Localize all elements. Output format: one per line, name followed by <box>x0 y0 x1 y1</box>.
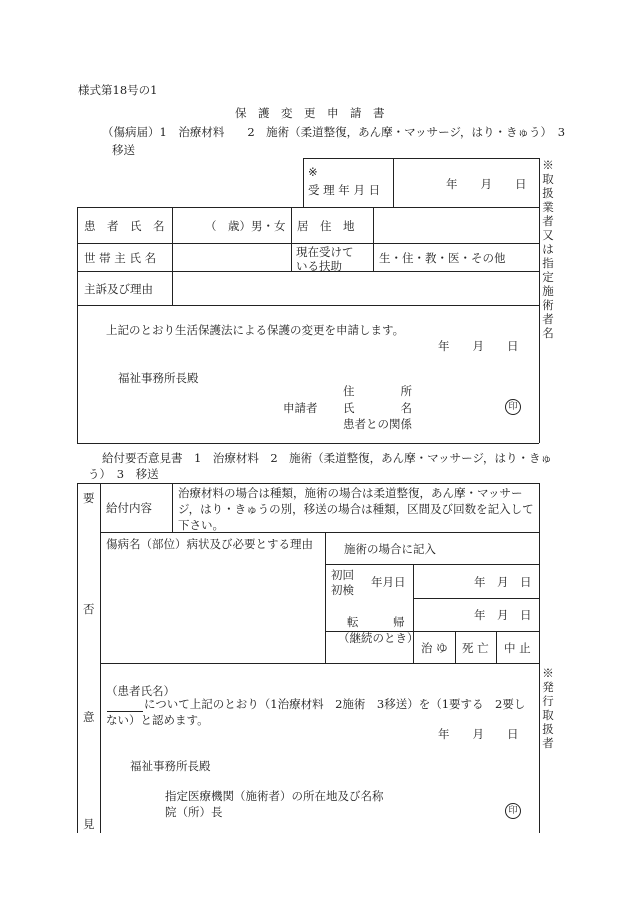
opinion-side-label-2: 否 <box>83 602 95 616</box>
outcome-cured: 治 ゆ <box>421 641 448 655</box>
applicant-name: 氏 名 <box>343 401 412 415</box>
opinion-title-line: 給付要否意見書 1 治療材料 2 施術（柔道整復，あん摩・マッサージ，はり・きゅ <box>102 451 553 465</box>
outcome-died: 死 亡 <box>462 641 489 655</box>
applicant-label: 申請者 <box>283 401 318 415</box>
opinion-side-label-3: 意 <box>83 710 95 724</box>
patient-name-prompt: （患者氏名） <box>106 684 175 698</box>
opinion-title-line-2: う） 3 移送 <box>88 467 159 481</box>
side-note-issuer: ※発行取扱者 <box>542 666 554 750</box>
applicant-seal: 印 <box>505 399 521 415</box>
reception-date-field: 年 月 日 <box>446 177 527 191</box>
patient-age-sex: （ 歳）男・女 <box>205 219 286 233</box>
director-seal: 印 <box>505 803 521 819</box>
reception-date-label: 受 理 年 月 日 <box>308 183 381 197</box>
decision-statement: について上記のとおり（1治療材料 2施術 3移送）を（1要する 2要しない）と認めます。 <box>106 697 526 727</box>
first-visit-ymd: 年月日 <box>371 575 406 589</box>
benefit-instructions: 治療材料の場合は種類，施術の場合は柔道整復，あん摩・マッサージ，はり・きゅうの別，移送の場合は種類，区間及び回数を記入して下さい。 <box>178 486 534 532</box>
treatment-note: 施術の場合に記入 <box>344 542 436 556</box>
patient-relation: 患者との関係 <box>343 417 412 431</box>
first-visit-date: 年 月 日 <box>474 575 532 589</box>
decision-date: 年 月 日 <box>438 727 519 741</box>
injury-type-line: （傷病届）1 治療材料 2 施術（柔道整復，あん摩・マッサージ，はり・きゅう） 3 <box>102 125 566 139</box>
director-label: 院（所）長 <box>165 805 223 819</box>
opinion-side-label-1: 要 <box>83 491 95 505</box>
complaint-label: 主訴及び理由 <box>84 282 153 296</box>
institution-label: 指定医療機関（施術者）の所在地及び名称 <box>165 789 384 803</box>
patient-name-label: 患 者 氏 名 <box>84 219 165 233</box>
side-note-vendor: ※取扱業者又は指定施術者名 <box>542 158 554 340</box>
outcome-label: 転 帰 <box>347 615 405 629</box>
injury-type-line-2: 移送 <box>112 143 135 157</box>
reception-mark: ※ <box>308 165 318 179</box>
page-title: 保 護 変 更 申 請 書 <box>235 106 385 120</box>
disease-label: 傷病名（部位）病状及び必要とする理由 <box>106 537 313 551</box>
decision-addressee: 福祉事務所長殿 <box>130 759 211 773</box>
aid-options: 生・住・教・医・その他 <box>379 251 506 265</box>
current-aid-label-2: いる扶助 <box>296 259 342 273</box>
patient-address-label: 居 住 地 <box>297 219 355 233</box>
outcome-stopped: 中 止 <box>504 641 531 655</box>
household-head-label: 世 帯 主 氏 名 <box>84 251 157 265</box>
outcome-label-2: （継続のとき） <box>338 631 419 645</box>
current-aid-label: 現在受けて <box>296 245 354 259</box>
opinion-side-label-4: 見 <box>83 817 95 831</box>
application-date: 年 月 日 <box>438 339 519 353</box>
form-number: 様式第18号の1 <box>78 83 158 97</box>
outcome-date: 年 月 日 <box>474 608 532 622</box>
application-statement: 上記のとおり生活保護法による保護の変更を申請します。 <box>106 323 405 337</box>
benefit-label: 給付内容 <box>106 501 152 515</box>
first-visit-label: 初回 <box>331 568 354 582</box>
applicant-address: 住 所 <box>343 384 412 398</box>
first-visit-label-2: 初検 <box>331 583 354 597</box>
application-addressee: 福祉事務所長殿 <box>118 371 199 385</box>
